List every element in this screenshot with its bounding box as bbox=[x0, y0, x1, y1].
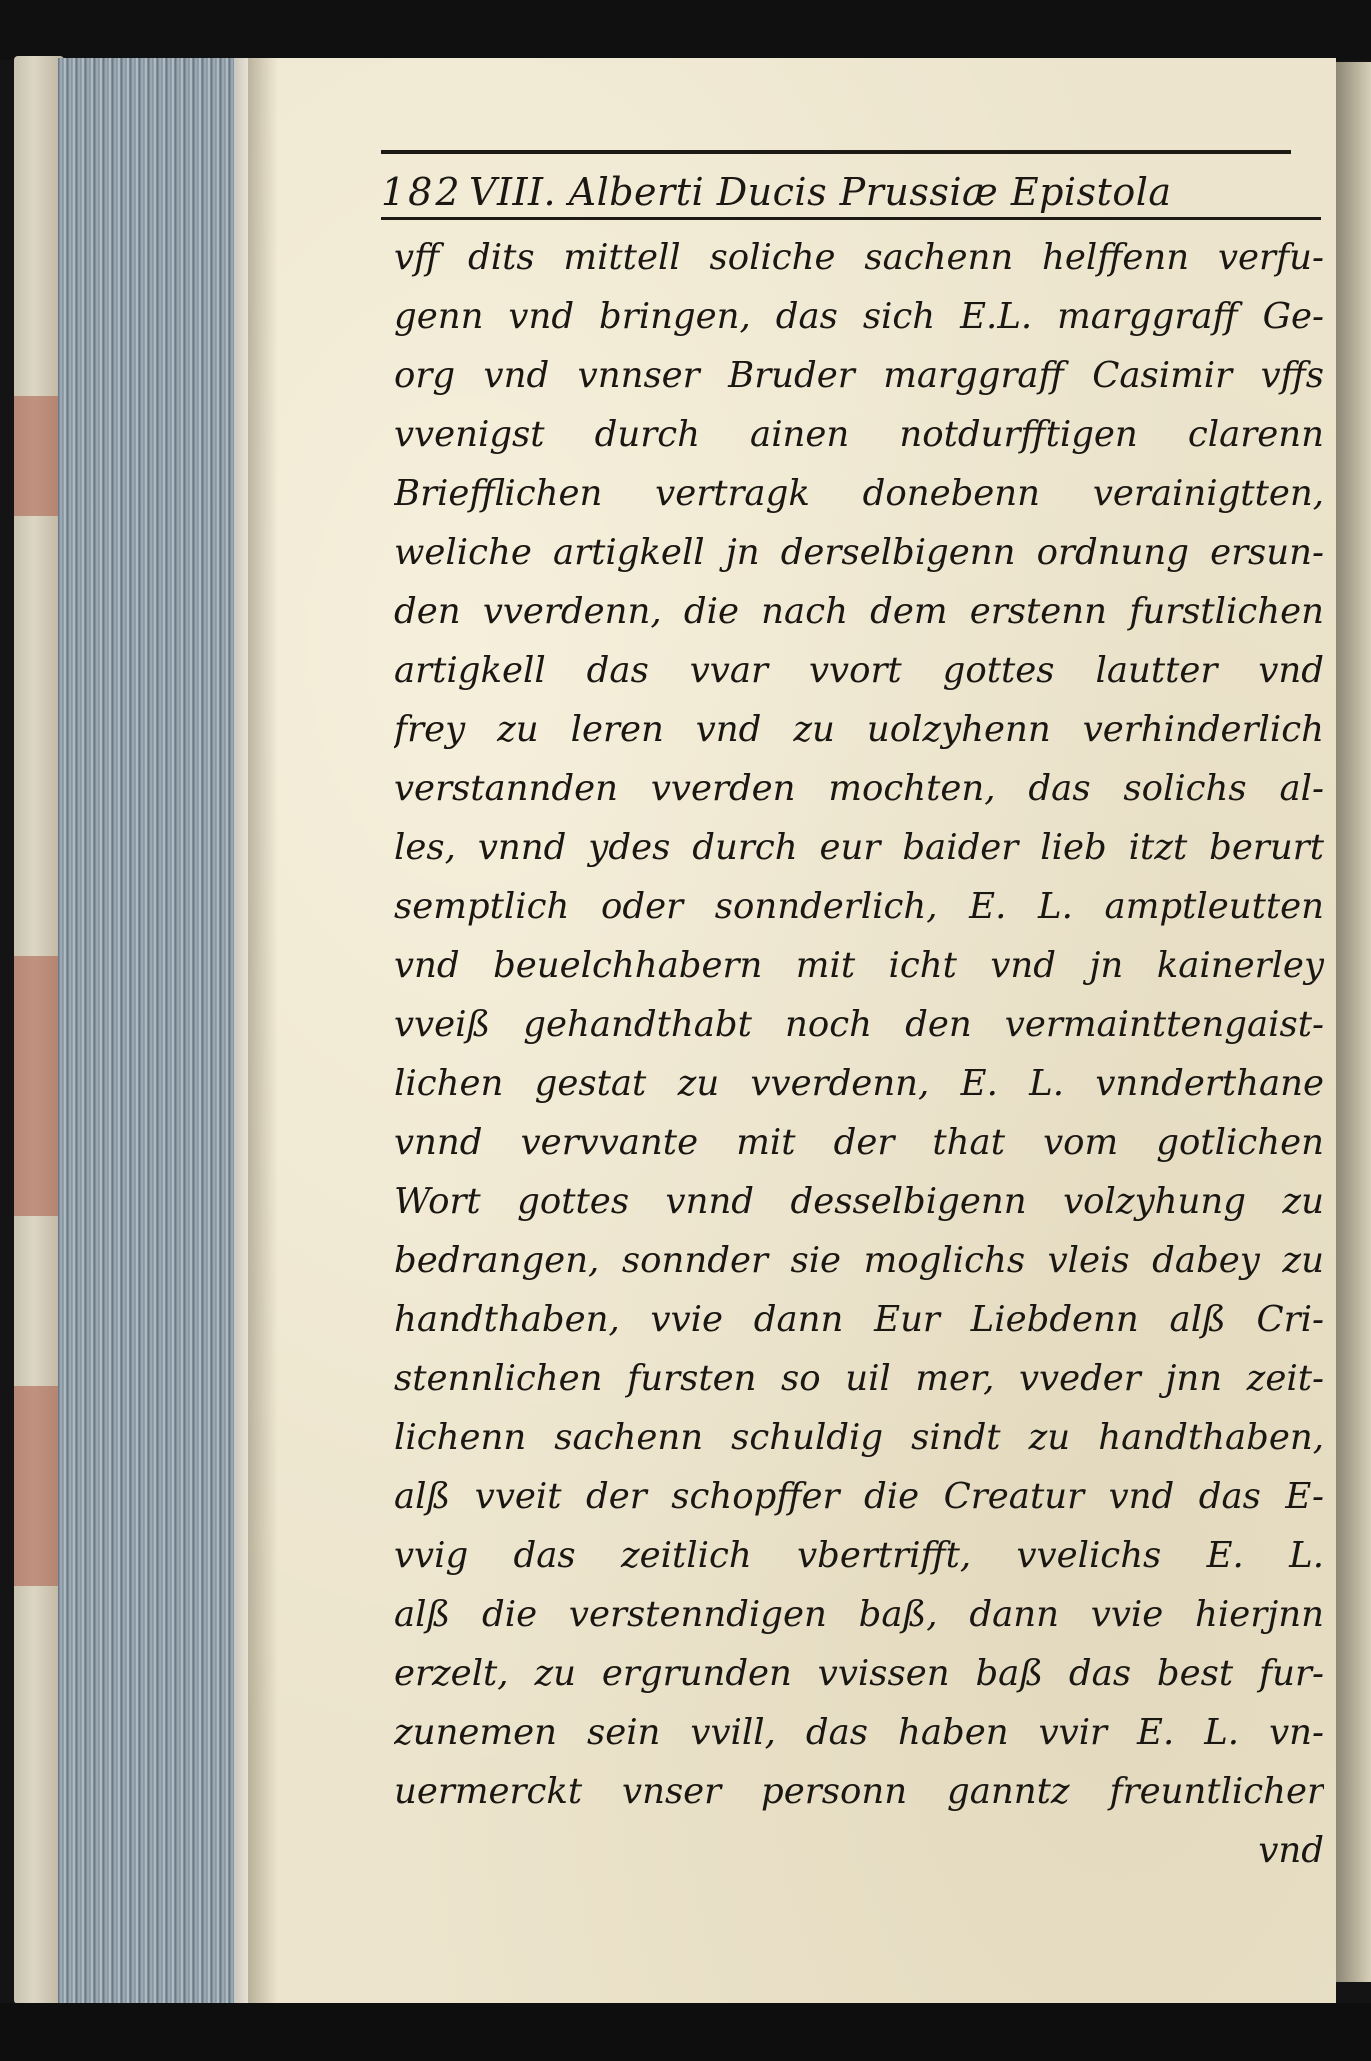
text-line: alß vveit der schopffer die Creatur vnd das E- bbox=[394, 1476, 1324, 1517]
body-text bbox=[394, 228, 1324, 1880]
text-line: artigkell das vvar vvort gottes lautter vnd bbox=[394, 650, 1324, 691]
text-line: den vverdenn, die nach dem erstenn furstlichen bbox=[394, 591, 1324, 632]
text-line: genn vnd bringen, das sich E.L. marggraff Ge- bbox=[394, 296, 1324, 337]
text-line: Wort gottes vnnd desselbigenn volzyhung zu bbox=[394, 1181, 1324, 1222]
running-head bbox=[381, 158, 1291, 214]
page-number: 182 bbox=[381, 170, 463, 214]
text-line: vveiß gehandthabt noch den vermainttengaist- bbox=[394, 1004, 1324, 1045]
book-cover-edge bbox=[14, 56, 64, 2004]
text-line: lichen gestat zu vverdenn, E. L. vnnderthane bbox=[394, 1063, 1324, 1104]
text-line: vvig das zeitlich vbertrifft, vvelichs E. L. bbox=[394, 1535, 1324, 1576]
text-line: les, vnnd ydes durch eur baider lieb itzt berurt bbox=[394, 827, 1324, 868]
text-line: Briefflichen vertragk donebenn verainigtten, bbox=[394, 473, 1324, 514]
facing-page-edge bbox=[1336, 62, 1371, 1982]
backdrop-bottom bbox=[0, 2003, 1371, 2061]
header-rule-top bbox=[381, 150, 1291, 154]
page-block-edges bbox=[58, 58, 248, 2003]
text-line: frey zu leren vnd zu uolzyhenn verhinderlich bbox=[394, 709, 1324, 750]
text-line: alß die verstenndigen baß, dann vvie hierjnn bbox=[394, 1594, 1324, 1635]
text-line: zunemen sein vvill, das haben vvir E. L. vn- bbox=[394, 1712, 1324, 1753]
catchword: vnd bbox=[1258, 1830, 1324, 1871]
text-line: uermerckt vnser personn ganntz freuntlicher bbox=[394, 1771, 1324, 1812]
cover-stain bbox=[14, 956, 64, 1216]
text-line: verstannden vverden mochten, das solichs al- bbox=[394, 768, 1324, 809]
text-line: vnnd vervvante mit der that vom gotlichen bbox=[394, 1122, 1324, 1163]
cover-stain bbox=[14, 396, 64, 516]
text-line: stennlichen fursten so uil mer, vveder jnn zeit- bbox=[394, 1358, 1324, 1399]
header-rule-bottom bbox=[381, 217, 1321, 220]
text-line: handthaben, vvie dann Eur Liebdenn alß Cri- bbox=[394, 1299, 1324, 1340]
text-line: weliche artigkell jn derselbigenn ordnung ersun- bbox=[394, 532, 1324, 573]
running-title: VIII. Alberti Ducis Prussiæ Epistola bbox=[469, 170, 1172, 214]
text-line: vnd beuelchhabern mit icht vnd jn kainerley bbox=[394, 945, 1324, 986]
backdrop bbox=[0, 0, 1371, 60]
text-line: vff dits mittell soliche sachenn helffenn verfu- bbox=[394, 237, 1324, 278]
text-line: org vnd vnnser Bruder marggraff Casimir vffs bbox=[394, 355, 1324, 396]
text-line: semptlich oder sonnderlich, E. L. amptleutten bbox=[394, 886, 1324, 927]
text-line: erzelt, zu ergrunden vvissen baß das best fur- bbox=[394, 1653, 1324, 1694]
cover-stain bbox=[14, 1386, 64, 1586]
text-line: bedrangen, sonnder sie moglichs vleis dabey zu bbox=[394, 1240, 1324, 1281]
text-line: vvenigst durch ainen notdurfftigen clarenn bbox=[394, 414, 1324, 455]
gutter-shadow bbox=[248, 58, 278, 2003]
text-line: lichenn sachenn schuldig sindt zu handthaben, bbox=[394, 1417, 1324, 1458]
